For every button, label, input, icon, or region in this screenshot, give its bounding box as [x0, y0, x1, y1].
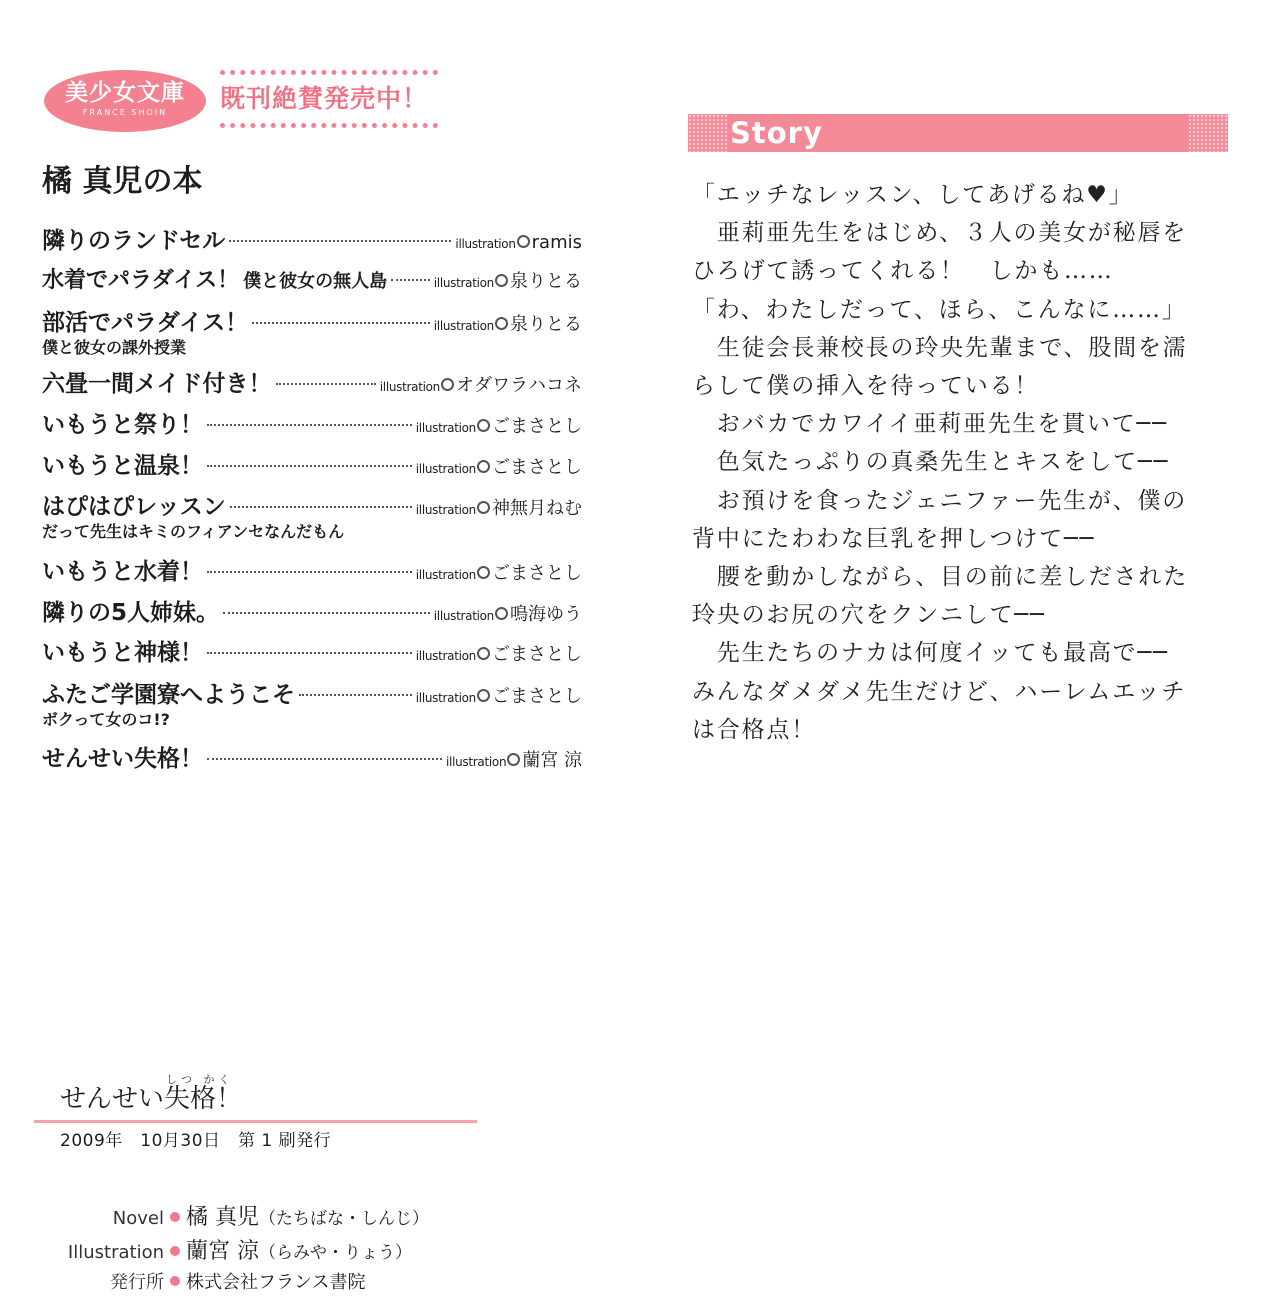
book-entry [42, 222, 582, 255]
credit-name: 蘭宮 涼 [186, 1239, 259, 1264]
illustrator-credit: illustration 神無月ねむ [415, 498, 582, 519]
story-line: みんなダメダメ先生だけど、ハーレムエッチ [692, 678, 1187, 705]
story-line: 「わ、わたしだって、ほら、こんなに……」 [692, 296, 1187, 323]
colophon-title: せんせい失格！ [60, 1084, 243, 1114]
illustrator-name: 泉りとる [510, 314, 582, 335]
title-ruby: しつ かく [166, 1073, 234, 1086]
dotted-leader [391, 279, 430, 281]
book-entry [42, 447, 582, 480]
ring-bullet-icon [477, 566, 490, 579]
story-line: 「エッチなレッスン、してあげるね♥」 [692, 182, 1134, 208]
dotted-leader [207, 758, 442, 760]
dotted-leader [252, 322, 430, 324]
book-entry [42, 365, 582, 398]
illustrator-credit: illustration 泉りとる [433, 314, 582, 335]
ring-bullet-icon [477, 501, 490, 514]
story-line: ひろげて誘ってくれる！ しかも…… [692, 258, 1114, 285]
illustrator-name: 蘭宮 涼 [522, 750, 582, 771]
ring-bullet-icon [495, 274, 508, 287]
story-label: Story [730, 116, 823, 150]
story-line: 先生たちのナカは何度イッても最高で── [692, 640, 1169, 667]
illustrator-name: ごまさとし [492, 686, 582, 707]
book-title: いもうと温泉！ [42, 453, 203, 479]
credit-role: 発行所 [110, 1272, 164, 1293]
dotted-leader [207, 571, 412, 573]
illustrator-name: 神無月ねむ [492, 498, 582, 519]
dotted-leader [229, 240, 451, 242]
book-title: 水着でパラダイス！ 僕と彼女の無人島 [42, 268, 388, 293]
story-header-bar [688, 114, 1228, 152]
book-subtitle: 僕と彼女の課外授業 [42, 338, 187, 357]
illustrator-name: オダワラハコネ [456, 375, 582, 396]
illustrator-credit: illustration 泉りとる [433, 271, 582, 292]
illustrator-credit: illustration ごまさとし [415, 563, 582, 584]
pink-dot-icon [170, 1246, 180, 1256]
book-entry [42, 676, 582, 730]
book-title: せんせい失格！ [42, 746, 203, 772]
illustrator-name: ごまさとし [492, 644, 582, 665]
pink-dot-icon [170, 1212, 180, 1222]
book-subtitle: 僕と彼女の無人島 [243, 271, 388, 292]
book-title: 隣りの5人姉妹。 [42, 600, 220, 626]
dotted-leader [207, 465, 412, 467]
book-entry [42, 263, 582, 294]
book-entry [42, 634, 582, 667]
book-entry [42, 740, 582, 773]
book-subtitle: ボクって女のコ!? [42, 710, 170, 729]
story-line: おバカでカワイイ亜莉亜先生を貫いて── [692, 411, 1168, 438]
story-line: 亜莉亜先生をはじめ、３人の美女が秘唇を [692, 220, 1188, 247]
ring-bullet-icon [495, 317, 508, 330]
ring-bullet-icon [507, 753, 520, 766]
imprint-logo-jp: 美少女文庫 [65, 80, 185, 106]
book-entry [42, 488, 582, 542]
illustrator-credit: illustration 鳴海ゆう [433, 604, 582, 625]
book-title: 部活でパラダイス！ [42, 310, 249, 336]
ring-bullet-icon [517, 235, 530, 248]
dotted-leader [230, 506, 412, 508]
story-synopsis [692, 176, 1202, 749]
dotted-leader [223, 612, 430, 614]
illustrator-name: 泉りとる [510, 271, 582, 292]
author-books-heading: 橘 真児の本 [42, 164, 203, 199]
book-entry [42, 406, 582, 439]
ring-bullet-icon [477, 689, 490, 702]
story-line: 生徒会長兼校長の玲央先輩まで、股間を濡 [692, 334, 1188, 361]
book-entry [42, 553, 582, 586]
credit-role: Novel [112, 1208, 164, 1229]
credit-row [50, 1268, 365, 1294]
dotted-leader [207, 424, 412, 426]
credit-name: 橘 真児 [186, 1205, 259, 1230]
ring-bullet-icon [477, 419, 490, 432]
credit-role: Illustration [67, 1242, 164, 1263]
illustrator-name: ramis [531, 232, 582, 253]
book-entry [42, 594, 582, 627]
imprint-logo-en: FRANCE SHOIN [82, 108, 168, 117]
book-title: 六畳一間メイド付き！ [42, 371, 272, 397]
story-line: 玲央のお尻の穴をクンニして── [692, 602, 1046, 629]
story-line: 腰を動かしながら、目の前に差しだされた [692, 564, 1188, 591]
illustrator-credit: illustration ごまさとし [415, 686, 582, 707]
illustrator-name: 鳴海ゆう [510, 604, 582, 625]
dotted-leader [207, 652, 412, 654]
illustrator-credit: illustration ごまさとし [415, 416, 582, 437]
book-title: 隣りのランドセル [42, 228, 226, 254]
credit-row [50, 1234, 412, 1265]
illustrator-name: ごまさとし [492, 457, 582, 478]
illustrator-credit: illustration 蘭宮 涼 [446, 750, 582, 771]
story-line: お預けを食ったジェニファー先生が、僕の [692, 487, 1188, 514]
credit-reading: （らみや・りょう） [259, 1243, 412, 1263]
illustrator-credit: illustration ramis [455, 232, 582, 253]
book-title: いもうと神様！ [42, 640, 203, 666]
illustrator-name: ごまさとし [492, 416, 582, 437]
ring-bullet-icon [441, 378, 454, 391]
book-entry [42, 304, 582, 358]
ring-bullet-icon [495, 607, 508, 620]
story-line: は合格点！ [692, 716, 816, 743]
story-line: 色気たっぷりの真桑先生とキスをして── [692, 449, 1170, 476]
credit-reading: （たちばな・しんじ） [259, 1209, 429, 1229]
dotted-leader [299, 694, 412, 696]
illustrator-credit: illustration ごまさとし [415, 457, 582, 478]
book-subtitle: だって先生はキミのフィアンセなんだもん [42, 522, 345, 541]
credit-row [50, 1200, 429, 1231]
colophon-divider [34, 1120, 477, 1123]
illustrator-name: ごまさとし [492, 563, 582, 584]
book-title: ふたご学園寮へようこそ [42, 682, 295, 708]
book-title: いもうと水着！ [42, 559, 203, 585]
dotted-leader [276, 383, 376, 385]
publication-date: 2009年 10月30日 第 1 刷発行 [60, 1131, 332, 1151]
ring-bullet-icon [477, 460, 490, 473]
book-title: はぴはぴレッスン [42, 494, 226, 520]
story-line: らして僕の挿入を待っている！ [692, 373, 1040, 400]
ring-bullet-icon [477, 647, 490, 660]
imprint-logo [44, 70, 206, 132]
credit-name: 株式会社フランス書院 [186, 1272, 366, 1293]
book-title: いもうと祭り！ [42, 412, 203, 438]
illustrator-credit: illustration オダワラハコネ [379, 375, 582, 396]
now-on-sale-banner: 既刊絶賛発売中！ [220, 70, 438, 128]
story-line: 背中にたわわな巨乳を押しつけて── [692, 525, 1096, 552]
pink-dot-icon [170, 1276, 180, 1286]
illustrator-credit: illustration ごまさとし [415, 644, 582, 665]
